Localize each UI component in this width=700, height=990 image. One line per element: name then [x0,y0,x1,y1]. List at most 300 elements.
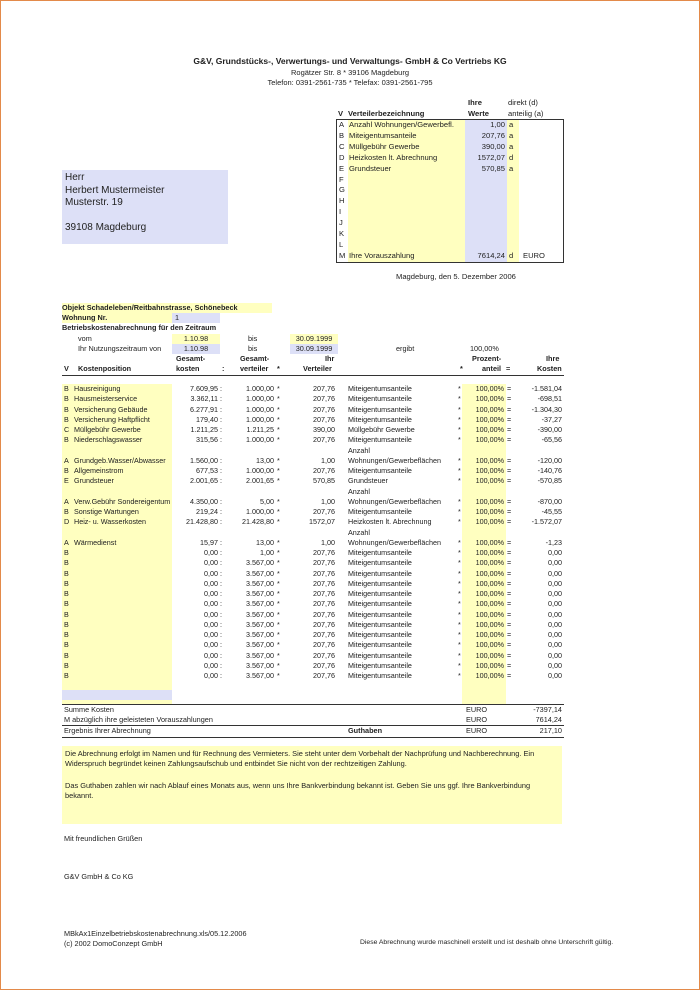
cell-iv: 390,00 [313,425,335,434]
cell-e: = [507,599,512,609]
table-row [62,446,566,456]
cell-pct: 100,00% [475,660,504,670]
verteiler-row [337,175,563,186]
cell-v: B [64,630,69,639]
summary-result-type: Guthaben [348,726,383,735]
cell-c: : [220,630,222,639]
cell-s2: * [458,414,461,424]
cell-pos: Wärmedienst [74,537,117,547]
cell-s: * [277,589,280,598]
cell-iv: 207,76 [313,640,335,650]
verteiler-value: 207,76 [481,130,505,140]
cell-v: B [64,404,69,414]
cell-s2: * [458,619,461,629]
footer-copyright: (c) 2002 DomoConzept GmbH [64,939,163,948]
usage-label: Ihr Nutzungszeitraum von [78,344,162,353]
period-from-value: 1.10.98 [172,334,220,344]
verteiler-name: Heizkosten lt. Abrechnung [349,152,438,162]
cell-k: 0,00 [548,671,562,680]
cell-iv: 570,85 [313,476,335,486]
cell-basis: Miteigentumsanteile [348,640,412,650]
verteiler-letter: F [339,174,344,184]
cell-basis: Miteigentumsanteile [348,599,412,609]
cell-c: : [220,496,222,506]
cell-k: 0,00 [548,548,562,557]
cell-s2: * [458,394,461,404]
cell-s2: * [458,599,461,609]
cell-pos: Heiz- u. Wasserkosten [74,517,147,527]
legal-note [62,746,562,824]
cell-v: B [64,650,69,660]
closing-greeting: Mit freundlichen Grüßen [64,834,143,843]
cell-gv: 3.567,00 [246,589,274,598]
cell-pos: Grundsteuer [74,476,114,486]
summary-prepaid-unit: EURO [466,715,488,724]
cell-s: * [277,537,280,547]
verteiler-value: 570,85 [481,163,505,173]
cell-s2: * [458,660,461,670]
cell-s2: * [458,435,461,445]
cell-s2: * [458,568,461,578]
cell-e: = [507,414,512,424]
table-row [62,579,566,589]
th-total-costs-2: kosten [176,364,200,373]
cell-ges: 0,00 [204,640,218,650]
verteiler-letter: L [339,239,344,249]
verteiler-letter: M [339,250,346,260]
verteiler-letter: D [339,152,345,162]
summary-rule-top [62,704,564,705]
cell-c: : [220,404,222,414]
cell-pct: 100,00% [475,578,504,588]
cell-k: 0,00 [548,650,562,660]
cell-c: : [220,466,222,475]
flat-value: 1 [172,313,220,323]
cell-k: 0,00 [548,599,562,609]
table-row [62,528,566,538]
cell-s: * [277,496,280,506]
verteiler-name: Miteigentumsanteile [349,130,417,140]
cell-k: 0,00 [548,558,562,568]
cell-ges: 0,00 [204,568,218,578]
cell-e: = [507,507,512,516]
cell-c: : [220,476,222,486]
th-total-dist-1: Gesamt- [240,354,270,363]
header-rule [62,375,564,376]
recipient-city: 39108 Magdeburg [65,221,147,233]
table-row [62,569,566,579]
cell-ges: 0,00 [204,578,218,588]
verteiler-row [337,207,563,218]
cell-pct: 100,00% [475,496,504,506]
summary-rule-bottom [62,737,564,738]
cell-s: * [277,404,280,414]
cell-s: * [277,384,280,393]
cell-c: : [220,384,222,393]
cell-s: * [277,517,280,527]
verteiler-letter: K [339,229,345,238]
cell-iv: 207,76 [313,650,335,660]
cell-v: B [64,660,69,670]
cell-e: = [507,394,512,404]
cell-gv: 1.000,00 [246,466,274,475]
verteiler-unit: d [509,250,514,260]
cell-iv: 207,76 [313,578,335,588]
cell-ges: 219,24 [196,507,218,516]
th-costs-2: Kosten [537,364,562,373]
period-from-label: vom [78,334,92,343]
recipient-address [62,170,228,244]
cell-e: = [507,384,512,393]
cell-basis: Miteigentumsanteile [348,578,412,588]
cell-pct: 100,00% [475,435,504,445]
cell-gv: 3.567,00 [246,578,274,588]
verteiler-col-werte-2: Werte [468,109,489,118]
cell-pos: Versicherung Haftpflicht [74,414,150,424]
verteiler-row [337,240,563,251]
cell-ges: 677,53 [196,466,218,475]
cell-basis: Miteigentumsanteile [348,466,412,475]
cell-k: -37,27 [541,414,562,424]
verteiler-col-name: Verteilerbezeichnung [348,109,425,118]
cell-v: B [64,507,69,516]
cell-ges: 2.001,65 [190,476,218,486]
cell-pct: 100,00% [475,640,504,650]
cell-ges: 3.362,11 [190,394,218,404]
cell-iv: 1,00 [321,496,335,506]
cell-c: : [220,568,222,578]
cell-basis: Miteigentumsanteile [348,630,412,639]
verteiler-unit: d [509,152,514,162]
cell-ges: 179,40 [196,414,218,424]
cell-k: 0,00 [548,589,562,598]
cell-iv: 207,76 [313,671,335,680]
cell-v: B [64,640,69,650]
verteiler-value: 7614,24 [477,250,505,260]
cell-v: B [64,384,69,393]
cell-v: B [64,414,69,424]
cell-k: -1.304,30 [531,404,562,414]
cell-ges: 1.560,00 [190,455,218,465]
cell-c: : [220,507,222,516]
cell-c: : [220,435,222,445]
period-title: Betriebskostenabrechnung für den Zeitraum [62,323,217,332]
cell-s: * [277,435,280,445]
verteiler-col-direkt-2: anteilig (a) [508,109,544,118]
cell-e: = [507,466,512,475]
cell-s2: * [458,578,461,588]
verteiler-header [336,97,564,119]
verteiler-row [337,131,563,142]
verteiler-letter: C [339,141,345,151]
cell-pct: 100,00% [475,599,504,609]
table-row [62,671,566,681]
th-equals: = [506,364,511,373]
cell-iv: 207,76 [313,384,335,393]
cell-c: : [220,650,222,660]
recipient-street: Musterstr. 19 [65,197,123,208]
cell-e: = [507,404,512,414]
verteiler-unit: a [509,141,514,151]
cell-basis: Miteigentumsanteile [348,414,412,424]
th-colon: : [222,364,225,373]
usage-from-value: 1.10.98 [172,344,220,354]
th-star: * [277,364,280,373]
cell-gv: 13,00 [256,455,274,465]
cell-v: B [64,599,69,609]
cell-v: B [64,589,69,598]
cell-gv: 21.428,80 [242,517,274,527]
cell-v: A [64,455,69,465]
cell-iv: 207,76 [313,466,335,475]
cell-c: : [220,517,222,527]
summary-prepaid-value: 7614,24 [535,715,562,724]
cell-ges: 0,00 [204,619,218,629]
cell-iv: 207,76 [313,435,335,445]
cell-k: -698,51 [537,394,562,404]
cell-gv: 1,00 [260,548,274,557]
cell-c: : [220,671,222,680]
cell-v: B [64,435,69,445]
cell-pos: Niederschlagswasser [74,435,143,445]
summary-result-value: 217,10 [539,726,562,735]
verteiler-row [337,153,563,164]
verteiler-col-direkt-1: direkt (d) [508,98,538,107]
recipient-name: Herbert Mustermeister [65,184,165,196]
cell-s2: * [458,496,461,506]
cell-iv: 1,00 [321,537,335,547]
cell-k: 0,00 [548,578,562,588]
cell-basis: Müllgebühr Gewerbe [348,425,415,434]
cell-e: = [507,548,512,557]
cell-s: * [277,476,280,486]
cell-c: : [220,578,222,588]
cell-pct: 100,00% [475,414,504,424]
cell-basis: Miteigentumsanteile [348,671,412,680]
cell-c: : [220,414,222,424]
cell-pos: Verw.Gebühr Sondereigentum [74,496,171,506]
table-row [62,487,566,497]
cell-pct: 100,00% [475,630,504,639]
cell-ges: 15,97 [200,537,218,547]
cell-basis: Miteigentumsanteile [348,507,412,516]
cell-s2: * [458,384,461,393]
cell-basis: Wohnungen/Gewerbeflächen [348,455,441,465]
cell-s: * [277,630,280,639]
cell-k: 0,00 [548,619,562,629]
cell-basis: Miteigentumsanteile [348,660,412,670]
cell-pos: Sonstige Wartungen [74,507,139,516]
cell-pct: 100,00% [475,609,504,619]
cell-v: B [64,609,69,619]
cell-v: B [64,671,69,680]
cell-c: : [220,425,222,434]
cell-e: = [507,476,512,486]
cell-basis: Miteigentumsanteile [348,404,412,414]
cell-s2: * [458,609,461,619]
table-row [62,384,566,394]
verteiler-col-v: V [338,109,344,118]
cell-ges: 21.428,80 [186,517,218,527]
cell-gv: 3.567,00 [246,568,274,578]
cell-iv: 1,00 [321,455,335,465]
cell-k: 0,00 [548,630,562,639]
table-row [62,651,566,661]
cell-k: -140,76 [537,466,562,475]
cell-pos: Hausreinigung [74,384,121,393]
cell-basis: Miteigentumsanteile [348,558,412,568]
cell-basis: Miteigentumsanteile [348,548,412,557]
cell-pct: 100,00% [475,425,504,434]
table-row [62,620,566,630]
verteiler-letter: J [339,218,343,228]
cell-k: 0,00 [548,660,562,670]
cell-s: * [277,568,280,578]
verteiler-value: 390,00 [481,141,505,151]
table-row [62,405,566,415]
table-row [62,538,566,548]
cell-pct: 100,00% [475,568,504,578]
cell-basis: Anzahl [348,486,370,496]
verteiler-name: Anzahl Wohnungen/Gewerbefl. [349,120,454,129]
cell-v: D [64,517,70,527]
cell-c: : [220,455,222,465]
cell-basis: Wohnungen/Gewerbeflächen [348,537,441,547]
cell-gv: 2.001,65 [246,476,274,486]
cell-ges: 0,00 [204,660,218,670]
cell-k: -45,55 [541,507,562,516]
table-row [62,497,566,507]
cell-k: 0,00 [548,568,562,578]
cell-iv: 207,76 [313,394,335,404]
table-row [62,630,566,640]
cell-pct: 100,00% [475,507,504,516]
verteiler-value: 1572,07 [477,152,505,162]
cell-e: = [507,537,512,547]
cell-basis: Miteigentumsanteile [348,394,412,404]
cell-iv: 207,76 [313,414,335,424]
table-row [62,456,566,466]
cell-e: = [507,660,512,670]
note-paragraph-1: Die Abrechnung erfolgt im Namen und für Rechnung des Vermieters. Sie steht unter dem Vorbehalt der Nachprüfung und Nachberechnung. Ein Widerspruch begründet keinen Zahlungsaufschub und entbindet Sie nicht von der rechtzeitigen Zahlung. [65,749,535,769]
cell-s: * [277,548,280,557]
cell-s2: * [458,558,461,568]
cell-s: * [277,609,280,619]
cell-s2: * [458,404,461,414]
cell-pos: Versicherung Gebäude [74,404,148,414]
cell-c: : [220,589,222,598]
cell-s: * [277,640,280,650]
cell-s2: * [458,507,461,516]
cell-s2: * [458,589,461,598]
cell-gv: 3.567,00 [246,558,274,568]
cell-basis: Miteigentumsanteile [348,650,412,660]
summary-total-unit: EURO [466,705,488,714]
cell-e: = [507,589,512,598]
cell-v: B [64,394,69,404]
cell-v: E [64,476,69,486]
cell-e: = [507,425,512,434]
th-total-costs-1: Gesamt- [176,354,206,363]
verteiler-letter: B [339,130,345,140]
cell-ges: 6.277,91 [190,404,218,414]
cell-pct: 100,00% [475,558,504,568]
table-row [62,435,566,445]
cell-s2: * [458,425,461,434]
table-row [62,610,566,620]
cell-k: 0,00 [548,609,562,619]
cell-v: C [64,425,70,434]
cell-s: * [277,558,280,568]
cell-ges: 0,00 [204,558,218,568]
cell-basis: Heizkosten lt. Abrechnung [348,517,432,527]
cell-v: A [64,496,69,506]
cell-pct: 100,00% [475,671,504,680]
verteiler-letter: H [339,196,345,206]
cell-k: -120,00 [537,455,562,465]
cell-s: * [277,507,280,516]
cell-s: * [277,599,280,609]
cell-pct: 100,00% [475,476,504,486]
cell-pct: 100,00% [475,589,504,598]
cell-s: * [277,425,280,434]
cell-iv: 207,76 [313,599,335,609]
cell-iv: 207,76 [313,630,335,639]
cell-ges: 0,00 [204,630,218,639]
verteiler-row [337,142,563,153]
table-row [62,425,566,435]
cell-pos: Hausmeisterservice [74,394,138,404]
footer-file: MBkAx1Einzelbetriebskostenabrechnung.xls/05.12.2006 [64,929,247,938]
verteiler-box [336,97,564,263]
cell-gv: 1.000,00 [246,404,274,414]
cell-pos: Müllgebühr Gewerbe [74,425,141,434]
cell-s: * [277,650,280,660]
verteiler-unit: a [509,130,514,140]
cell-e: = [507,496,512,506]
table-row [62,476,566,486]
verteiler-row [337,164,563,175]
cell-k: -1.572,07 [531,517,562,527]
cell-pos: Allgemeinstrom [74,466,124,475]
cell-k: -1.581,04 [531,384,562,393]
cell-iv: 207,76 [313,660,335,670]
summary-prepaid-label: M abzüglich ihre geleisteten Vorauszahlungen [64,715,213,724]
cell-s2: * [458,548,461,557]
table-row [62,548,566,558]
summary-total-value: -7397,14 [533,705,562,714]
cell-basis: Wohnungen/Gewerbeflächen [348,496,441,506]
cell-gv: 3.567,00 [246,609,274,619]
cell-k: -870,00 [537,496,562,506]
verteiler-col-werte-1: Ihre [468,98,482,107]
cell-gv: 3.567,00 [246,630,274,639]
cell-pct: 100,00% [475,548,504,557]
cell-e: = [507,671,512,680]
cell-s: * [277,455,280,465]
cell-e: = [507,609,512,619]
verteiler-extra: EURO [523,250,545,260]
th-costs-1: Ihre [546,354,560,363]
cell-pos: Grundgeb.Wasser/Abwasser [74,455,166,465]
cell-gv: 5,00 [260,496,274,506]
cell-pct: 100,00% [475,517,504,527]
cell-basis: Miteigentumsanteile [348,619,412,629]
table-row [62,661,566,671]
date-line: Magdeburg, den 5. Dezember 2006 [396,272,516,281]
cell-gv: 3.567,00 [246,599,274,609]
cell-ges: 0,00 [204,548,218,557]
